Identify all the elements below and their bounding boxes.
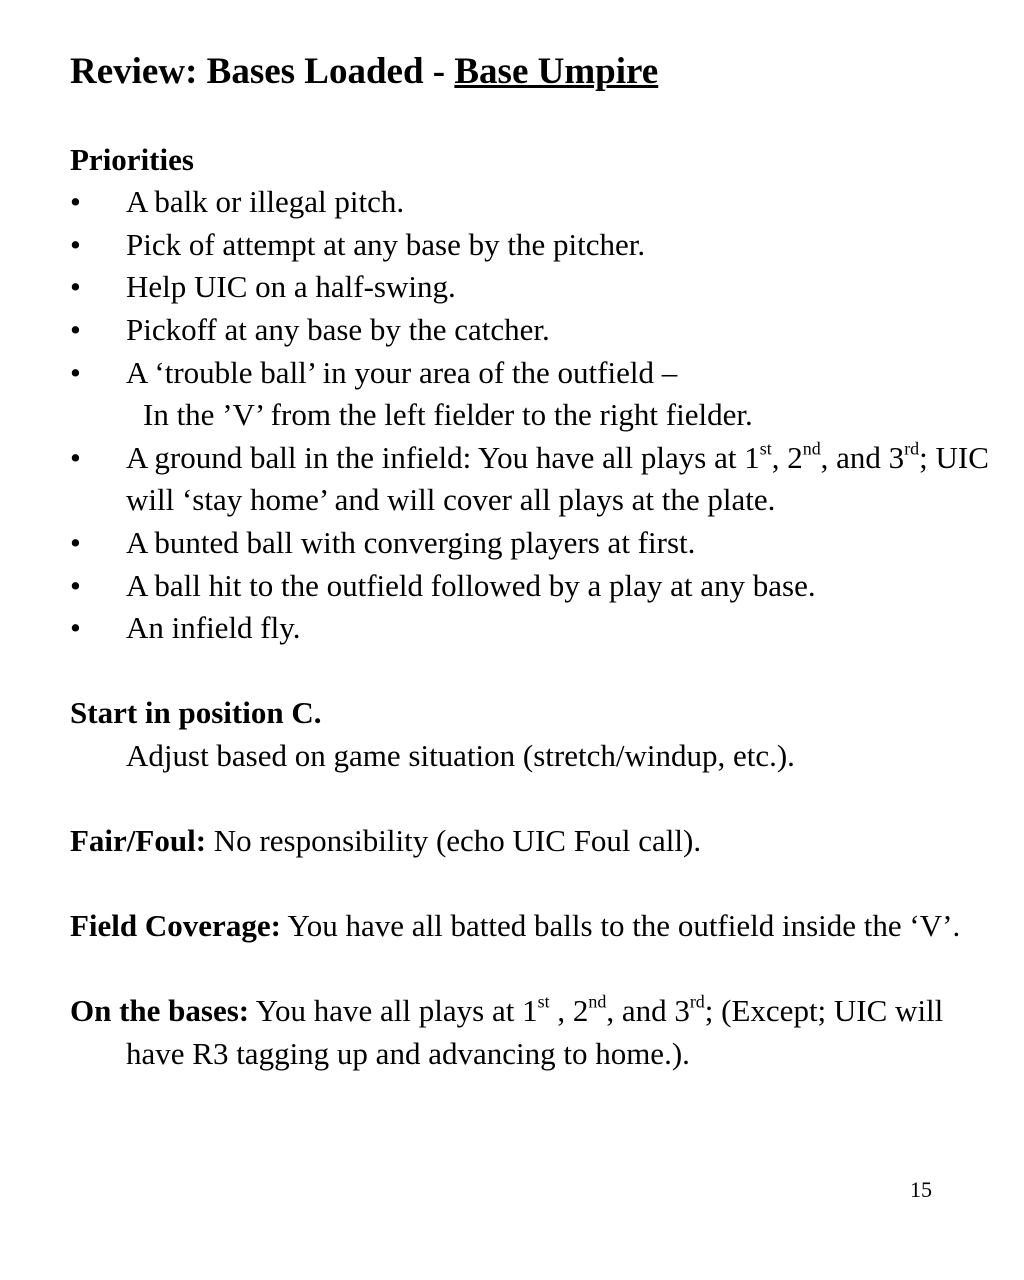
priorities-list [70,181,990,650]
list-item: • A balk or illegal pitch. [70,181,990,224]
bullet-icon: • [70,567,81,603]
field-coverage-text: You have all batted balls to the outfield inside the ‘V’. [280,908,961,944]
list-item: • Pickoff at any base by the catcher. [70,309,990,352]
spacer [70,778,990,821]
bullet-icon: • [70,184,81,220]
start-position-section [70,692,990,777]
list-item: • A ball hit to the outfield followed by a play at any base. [70,565,990,608]
list-item: • Help UIC on a half-swing. [70,266,990,309]
bullet-icon: • [70,439,81,475]
ordinal-suffix: nd [588,991,607,1012]
bullet-icon: • [70,226,81,262]
bullet-icon: • [70,610,81,646]
slide-page [70,48,990,1076]
bullet-icon: • [70,311,81,347]
fair-foul-heading: Fair/Foul: [70,823,207,859]
spacer [70,96,990,139]
list-item-continuation: In the ’V’ from the left fielder to the right fielder. [143,397,753,433]
list-item: • Pick of attempt at any base by the pitcher. [70,224,990,267]
bullet-icon: • [70,354,81,390]
on-the-bases-heading: On the bases: [70,993,250,1029]
ordinal-suffix: st [537,991,550,1012]
list-item: • An infield fly. [70,607,990,650]
ordinal-suffix: rd [689,991,705,1012]
start-position-detail: Adjust based on game situation (stretch/windup, etc.). [126,737,795,773]
list-item: • A ground ball in the infield: You have all plays at 1st, 2nd, and 3rd; UIC will ‘stay home’ and will cover all plays at the plate. [70,438,989,518]
list-item: • A ‘trouble ball’ in your area of the outfield – In the ’V’ from the left fielder to the right fielder. [70,352,990,437]
priorities-section [70,139,990,650]
title-underlined: Base Umpire [454,51,659,92]
priorities-heading: Priorities [70,141,194,177]
field-coverage-heading: Field Coverage: [70,908,281,944]
title-prefix: Review: Bases Loaded - [70,51,455,92]
field-coverage-section [70,905,990,948]
page-title [70,48,990,96]
fair-foul-text: No responsibility (echo UIC Foul call). [206,823,702,859]
ordinal-suffix: rd [904,438,920,459]
spacer [70,650,990,693]
bullet-icon: • [70,524,81,560]
list-item: • A bunted ball with converging players at first. [70,522,990,565]
spacer [70,863,990,906]
ordinal-suffix: nd [802,438,821,459]
spacer [70,948,990,991]
ordinal-suffix: st [759,438,772,459]
on-the-bases-section: On the bases: You have all plays at 1st , 2nd, and 3rd; (Except; UIC will have R3 tagging up and advancing to home.). [70,991,944,1072]
bullet-icon: • [70,269,81,305]
start-position-heading: Start in position C. [70,695,322,731]
page-number: 15 [910,1177,932,1202]
fair-foul-section [70,820,990,863]
